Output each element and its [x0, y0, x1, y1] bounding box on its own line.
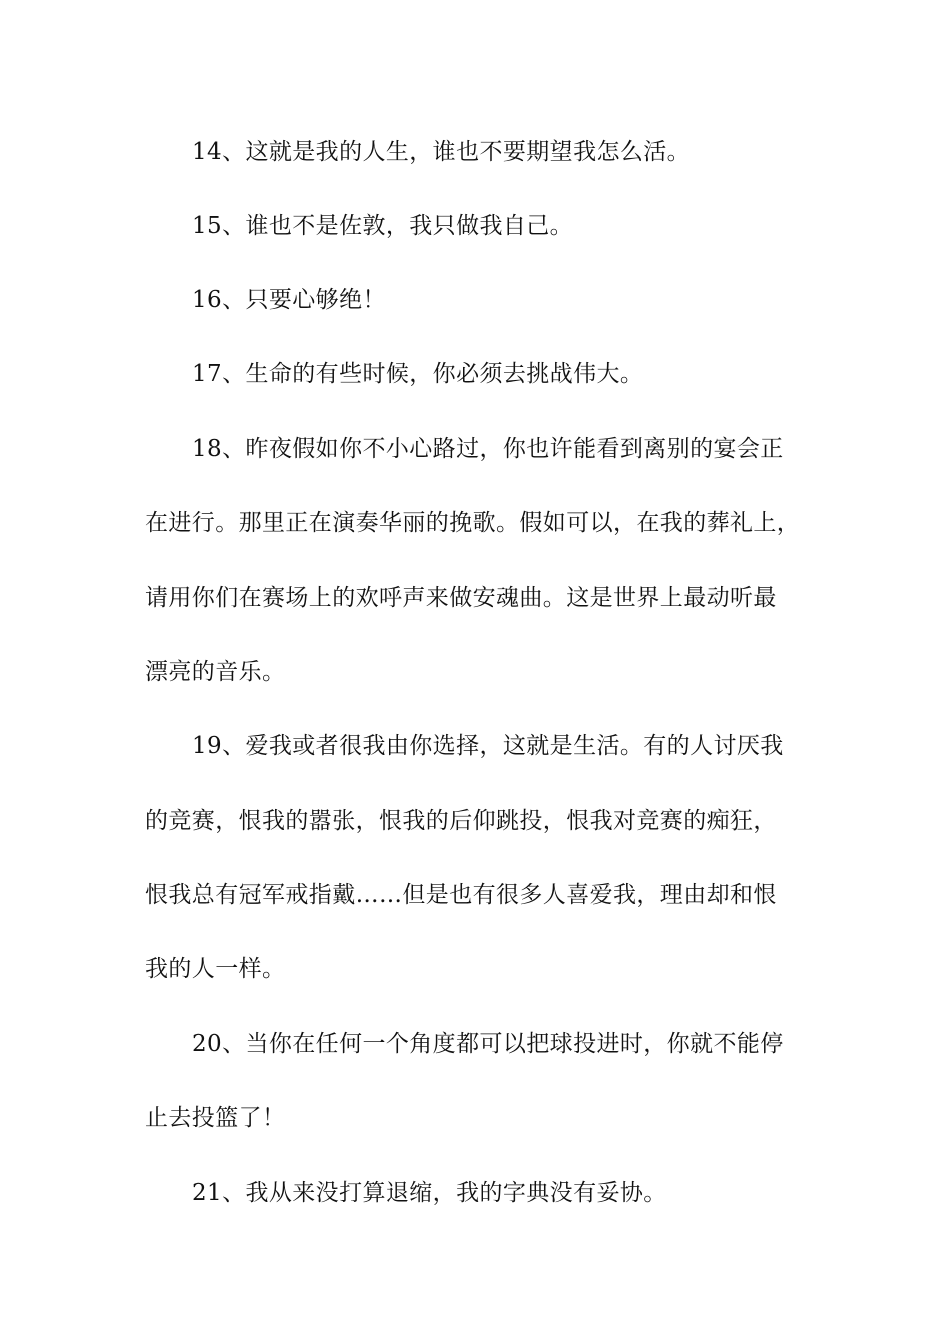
quote-19-line-1: 19、爱我或者很我由你选择，这就是生活。有的人讨厌我 — [192, 733, 784, 759]
quote-19-line-2: 的竞赛，恨我的嚣张，恨我的后仰跳投，恨我对竞赛的痴狂， — [145, 808, 777, 834]
quote-20-line-2: 止去投篮了！ — [145, 1105, 286, 1131]
quote-18-line-2: 在进行。那里正在演奏华丽的挽歌。假如可以，在我的葬礼上， — [145, 510, 801, 536]
quote-18-line-3: 请用你们在赛场上的欢呼声来做安魂曲。这是世界上最动听最 — [145, 585, 777, 611]
quote-18-line-1: 18、昨夜假如你不小心路过，你也许能看到离别的宴会正 — [192, 436, 784, 462]
quote-15: 15、谁也不是佐敦，我只做我自己。 — [192, 213, 574, 239]
quote-20-line-1: 20、当你在任何一个角度都可以把球投进时，你就不能停 — [192, 1031, 784, 1057]
quote-21: 21、我从来没打算退缩，我的字典没有妥协。 — [192, 1180, 667, 1206]
quote-19-line-4: 我的人一样。 — [145, 956, 286, 982]
quote-16: 16、只要心够绝！ — [192, 287, 386, 313]
quote-14: 14、这就是我的人生，谁也不要期望我怎么活。 — [192, 139, 691, 165]
quote-19-line-3: 恨我总有冠军戒指戴……但是也有很多人喜爱我，理由却和恨 — [145, 882, 777, 908]
quote-17: 17、生命的有些时候，你必须去挑战伟大。 — [192, 361, 644, 387]
quote-18-line-4: 漂亮的音乐。 — [145, 659, 286, 685]
